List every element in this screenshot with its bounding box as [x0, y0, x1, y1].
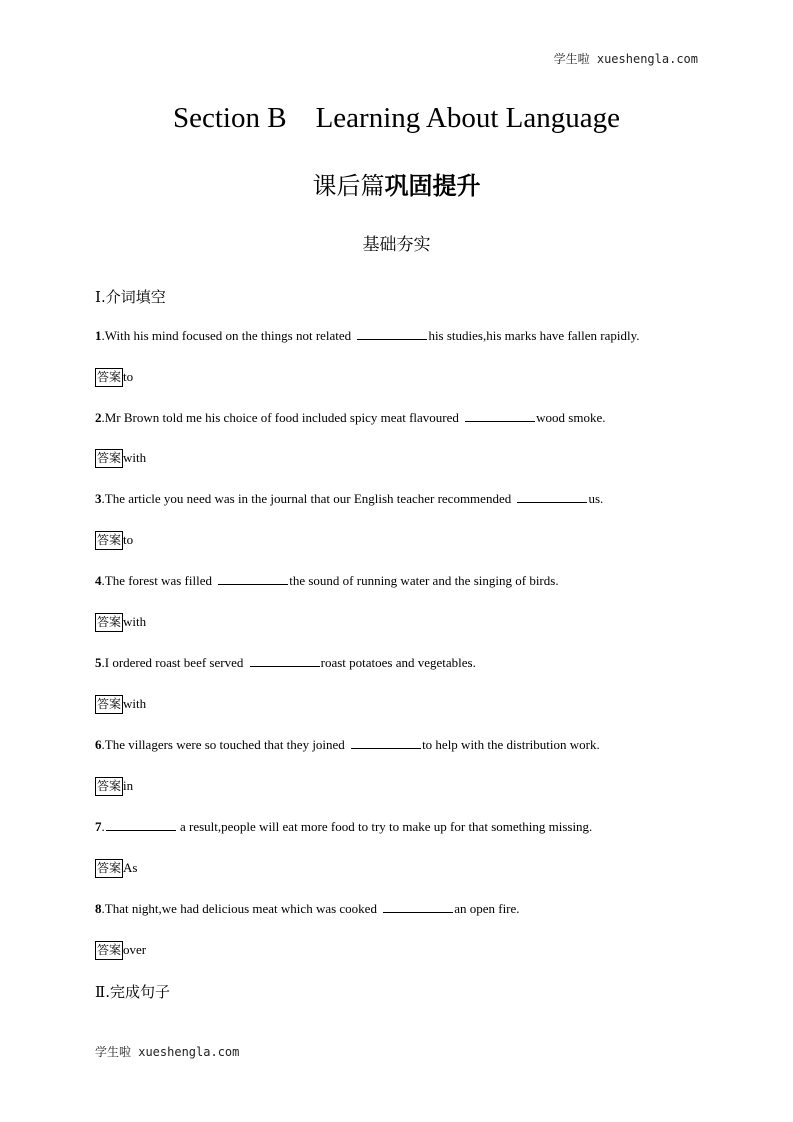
answer-tag: 答案: [95, 368, 123, 387]
section-label: 基础夯实: [362, 235, 431, 255]
part2-roman: Ⅱ: [95, 983, 106, 1001]
part2-heading: [95, 981, 170, 1002]
question-text-after: his studies,his marks have fallen rapidly.: [428, 328, 640, 343]
answer-8: [95, 939, 146, 959]
question-number: 2: [95, 410, 102, 425]
answer-value: As: [123, 860, 138, 876]
question-number: 7: [95, 819, 102, 834]
answer-value: to: [123, 369, 134, 385]
answer-6: [95, 775, 133, 795]
answer-tag: 答案: [95, 613, 123, 632]
question-number: 4: [95, 573, 102, 588]
question-text-after: a result,people will eat more food to try to make up for that something missing.: [176, 819, 593, 834]
answer-blank: [383, 901, 453, 913]
question-text-before: .Mr Brown told me his choice of food included spicy meat flavoured: [101, 410, 463, 425]
question-6: [95, 737, 600, 753]
question-text-after: an open fire.: [454, 901, 520, 916]
question-1: [95, 328, 640, 344]
answer-value: with: [123, 696, 147, 712]
question-text-before: .The article you need was in the journal that our English teacher recommended: [101, 491, 515, 506]
question-5: [95, 655, 476, 671]
subtitle-regular: 课后篇: [312, 172, 385, 200]
question-number: 3: [95, 491, 102, 506]
answer-value: with: [123, 614, 147, 630]
question-3: [95, 491, 603, 507]
answer-value: over: [123, 942, 147, 958]
question-number: 8: [95, 901, 102, 916]
answer-blank: [517, 491, 587, 503]
question-text-after: the sound of running water and the singing of birds.: [289, 573, 559, 588]
question-text-after: to help with the distribution work.: [422, 737, 600, 752]
answer-blank: [218, 573, 288, 585]
answer-3: [95, 529, 133, 549]
question-text-before: .: [101, 819, 105, 834]
answer-tag: 答案: [95, 859, 123, 878]
answer-tag: 答案: [95, 777, 123, 796]
part2-title: .完成句子: [105, 983, 170, 1001]
question-text-after: wood smoke.: [536, 410, 606, 425]
header-watermark: 学生啦 xueshengla.com: [553, 52, 698, 66]
part1-title: .介词填空: [100, 288, 166, 306]
question-4: [95, 573, 559, 589]
question-text-after: roast potatoes and vegetables.: [320, 655, 476, 670]
page-subtitle: [0, 166, 793, 201]
answer-value: to: [123, 532, 134, 548]
question-number: 1: [95, 328, 102, 343]
page-title: Section B Learning About Language: [173, 102, 620, 134]
answer-tag: 答案: [95, 695, 123, 714]
question-text-before: .I ordered roast beef served: [101, 655, 247, 670]
answer-blank: [465, 410, 535, 422]
answer-4: [95, 611, 146, 631]
footer-watermark: 学生啦 xueshengla.com: [95, 1045, 240, 1059]
answer-1: [95, 366, 133, 386]
answer-blank: [106, 819, 176, 831]
answer-7: [95, 857, 137, 877]
question-number: 6: [95, 737, 102, 752]
answer-tag: 答案: [95, 531, 123, 550]
answer-5: [95, 693, 146, 713]
answer-blank: [250, 655, 320, 667]
answer-blank: [351, 737, 421, 749]
part1-heading: [95, 286, 166, 307]
question-8: [95, 901, 520, 917]
question-text-before: .That night,we had delicious meat which was cooked: [101, 901, 381, 916]
subtitle-bold: 巩固提升: [384, 172, 481, 200]
question-number: 5: [95, 655, 102, 670]
question-2: [95, 410, 606, 426]
question-text-after: us.: [588, 491, 604, 506]
part1-roman: Ⅰ: [95, 288, 101, 306]
question-7: [95, 819, 592, 835]
answer-value: in: [123, 778, 134, 794]
answer-blank: [357, 328, 427, 340]
answer-tag: 答案: [95, 449, 123, 468]
answer-tag: 答案: [95, 941, 123, 960]
question-text-before: .With his mind focused on the things not related: [101, 328, 355, 343]
answer-2: [95, 447, 146, 467]
answer-value: with: [123, 450, 147, 466]
question-text-before: .The villagers were so touched that they joined: [101, 737, 349, 752]
question-text-before: .The forest was filled: [101, 573, 216, 588]
